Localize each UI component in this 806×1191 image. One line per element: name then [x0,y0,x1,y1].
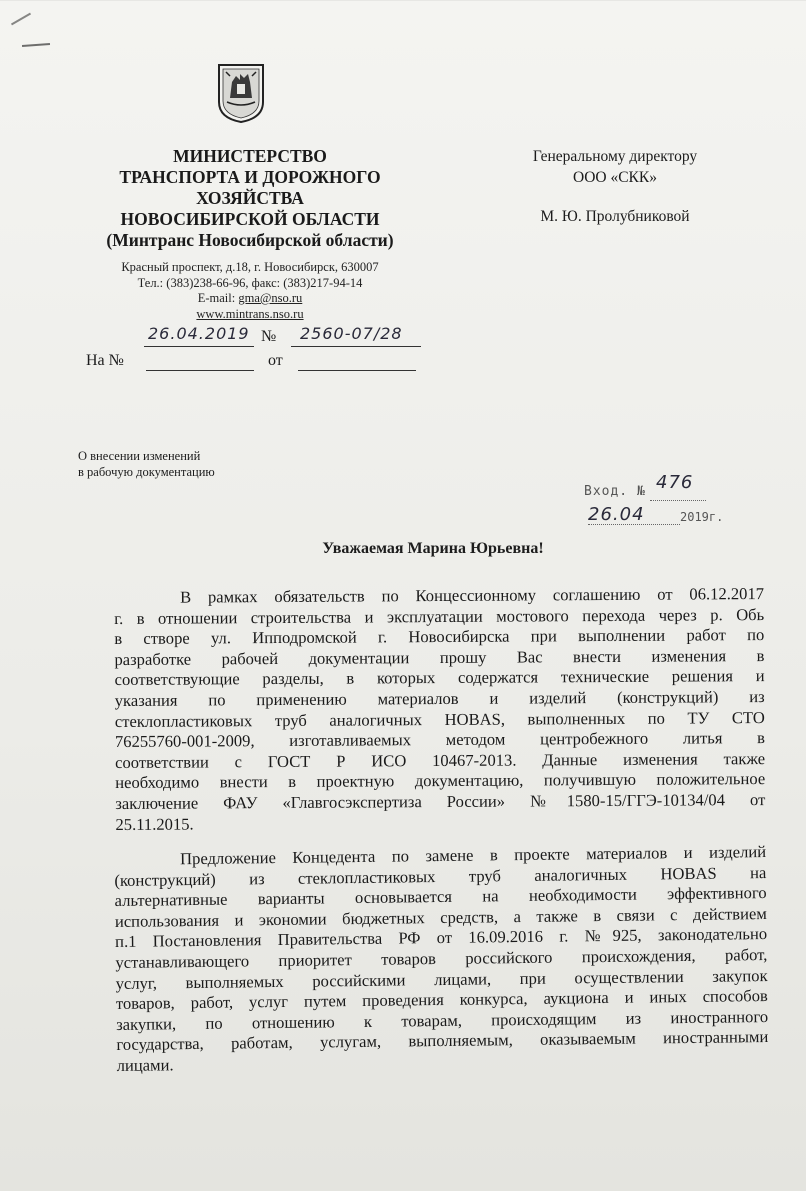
text-line: товаров, работ, услуг путем проведения конкурса, аукциона и иных способов [115,986,768,1014]
text-line: заключение ФАУ «Главгосэкспертиза России» №1580-15/ГГЭ-10134/04 от [115,789,766,813]
text-line: Предложение Концедента по замене в проекте материалов и изделий [179,842,767,869]
email-link[interactable]: gma@nso.ru [238,291,303,305]
email-label: E-mail: [197,291,239,305]
coat-of-arms-icon [216,62,266,124]
text-line: необходимо внести в проектную документацию, получившую положительное [115,769,766,793]
text-line: указания по применению материалов и изделий (конструкций) из [114,686,765,710]
ministry-line: ТРАНСПОРТА И ДОРОЖНОГО [119,167,381,187]
recipient-spacer [500,188,730,206]
incoming-stamp [584,474,754,530]
text-line: лицами. [116,1055,174,1075]
ministry-header [90,146,410,251]
text-line: (конструкций) из стеклопластиковых труб аналогичных HOBAS на [114,862,767,890]
stamp-number: 476 [656,472,694,493]
ministry-line: НОВОСИБИРСКОЙ ОБЛАСТИ [120,209,380,229]
salutation: Уважаемая Марина Юрьевна! [322,540,544,557]
pen-mark [11,13,31,26]
ministry-line: ХОЗЯЙСТВА [196,188,304,208]
stamp-date: 26.04 [588,504,645,525]
text-line: альтернативные варианты основывается на необходимости эффективного [114,883,767,911]
reply-reference [86,352,426,374]
reply-date-line [298,352,416,371]
subject-block [78,448,215,480]
recipient-position: Генеральному директору [532,148,698,165]
ministry-contacts [80,260,420,322]
text-line: г. в отношении строительства и эксплуатации мостового перехода через р. Обь [114,604,765,628]
text-line: в створе ул. Ипподромской г. Новосибирска при выполнении работ по [114,625,765,649]
text-line: соответствии с ГОСТ Р ИСО 10467-2013. Данные изменения также [115,748,766,772]
subject-line: в рабочую документацию [78,465,215,479]
text-line: п.1 Постановления Правительства РФ от 16.09.2016 г. №925, законодательно [115,924,768,952]
text-line: государства, работам, услугам, выполняемым, оказываемым иностранными [116,1027,769,1055]
text-line: 76255760-001-2009, изготавливаемых методом центробежного литья в [114,728,765,752]
phone-fax: Тел.: (383)238-66-96, факс: (383)217-94-14 [137,275,363,290]
stamp-year: 2019г. [680,510,724,524]
text-line: закупки, по отношению к товарам, происходящим из иностранного [116,1006,769,1034]
outgoing-registration [86,324,426,350]
paper-edge [0,0,806,1]
subject-line: О внесении изменений [78,449,201,463]
ministry-short-name: (Минтранс Новосибирской области) [106,230,394,250]
text-line: стеклопластиковых труб аналогичных HOBAS, выполненных по ТУ СТО [114,707,765,731]
stamp-number-line [650,500,706,501]
recipient-name: М. Ю. Пролубниковой [540,208,690,225]
stamp-label: Вход. № [584,484,646,499]
text-line: В рамках обязательств по Концессионному соглашению от 06.12.2017 [179,584,765,607]
reply-date-label: от [268,352,283,369]
outgoing-number: 2560-07/28 [300,324,403,343]
pen-mark [22,43,50,47]
address: Красный проспект, д.18, г. Новосибирск, 630007 [121,260,379,274]
outgoing-date: 26.04.2019 [148,324,250,343]
reply-number-line [146,352,254,371]
number-label: № [261,328,277,345]
website-link[interactable]: www.mintrans.nso.ru [196,306,304,321]
recipient-company: ООО «СКК» [573,169,657,186]
website-line [80,307,420,323]
text-line: 25.11.2015. [115,814,194,834]
ministry-line: МИНИСТЕРСТВО [173,146,327,166]
body-paragraph-1 [114,584,765,835]
recipient-block [500,146,730,227]
text-line: использования и экономии бюджетных средств, а также в связи с действием [114,903,767,931]
email-line [80,291,420,307]
text-line: соответствующие разделы, в которых содержатся технические решения и [114,666,765,690]
body-paragraph-2 [114,842,769,1076]
text-line: разработке рабочей документации прошу Вас внести изменения в [114,645,765,669]
text-line: услуг, выполняемых российскими лицами, при осуществлении закупок [115,965,768,993]
reply-number-label: На № [86,352,124,369]
text-line: устанавливающего приоритет товаров российского происхождения, работ, [115,944,768,972]
